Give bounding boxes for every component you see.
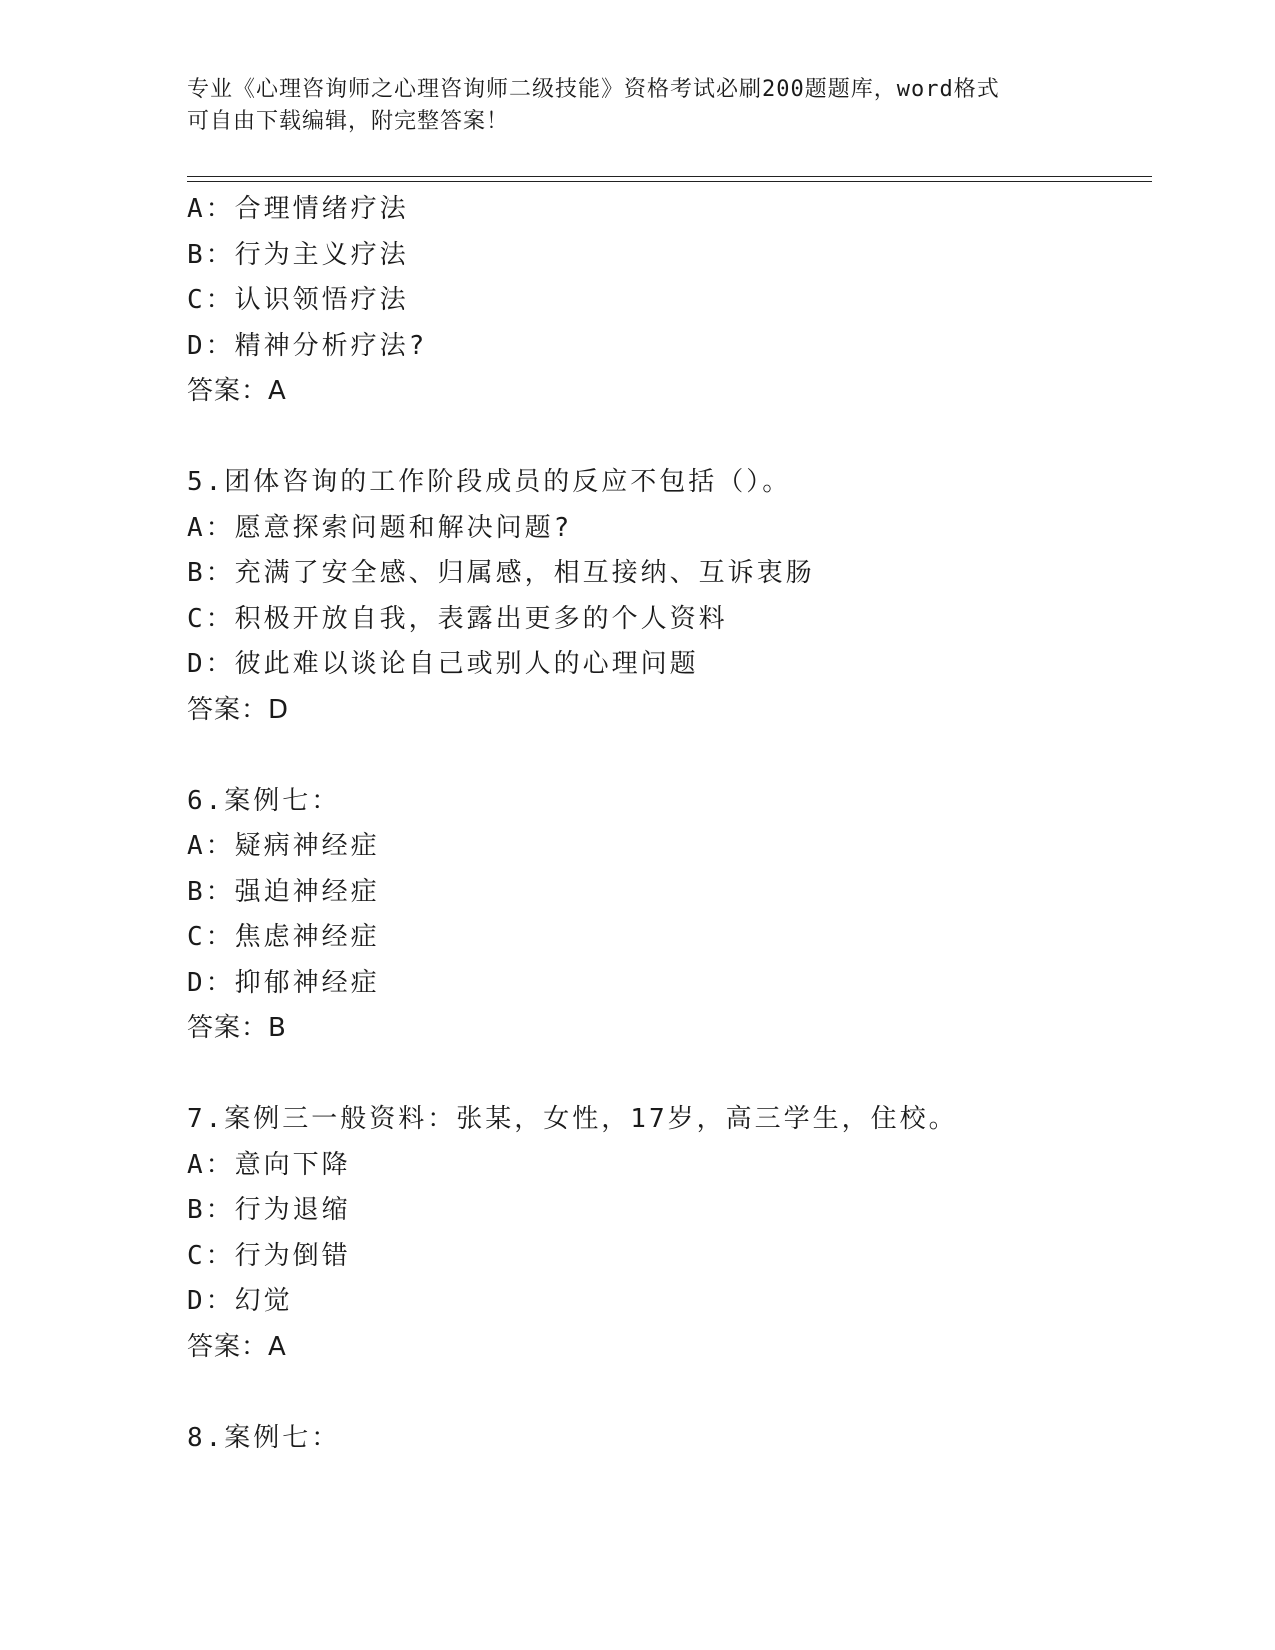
- option-c: C：认识领悟疗法: [187, 285, 409, 315]
- option-d: D：彼此难以谈论自己或别人的心理问题: [187, 649, 699, 679]
- answer-line: 答案：D: [187, 694, 290, 725]
- option-a: A：愿意探索问题和解决问题?: [187, 512, 573, 543]
- question-block-6: [187, 779, 1147, 1052]
- spacer: [187, 1370, 1147, 1416]
- question-text: 5.团体咨询的工作阶段成员的反应不包括（）。: [187, 467, 792, 497]
- header-line-2: 可自由下载编辑，附完整答案！: [187, 109, 510, 134]
- question-text: 6.案例七：: [187, 785, 341, 816]
- option-c: C：焦虑神经症: [187, 922, 380, 952]
- header-divider-top: [187, 176, 1152, 177]
- option-a: A：疑病神经症: [187, 831, 380, 861]
- option-d: D：抑郁神经症: [187, 967, 380, 998]
- option-a: A：合理情绪疗法: [187, 194, 409, 224]
- question-block-4: [187, 187, 1147, 415]
- option-b: B：行为主义疗法: [187, 239, 409, 270]
- header-line-1: 专业《心理咨询师之心理咨询师二级技能》资格考试必刷200题题库，word格式: [187, 77, 1000, 102]
- option-d: D：精神分析疗法?: [187, 330, 428, 361]
- option-b: B：强迫神经症: [187, 876, 380, 907]
- question-block-7: [187, 1097, 1147, 1370]
- option-d: D：幻觉: [187, 1286, 293, 1316]
- spacer: [187, 1052, 1147, 1098]
- document-header: [187, 74, 1087, 138]
- answer-line: 答案：B: [187, 1013, 287, 1043]
- answer-line: 答案：A: [187, 376, 287, 406]
- question-block-8: [187, 1416, 1147, 1462]
- question-list: [187, 187, 1147, 1461]
- question-text: 8.案例七：: [187, 1422, 341, 1453]
- option-c: C：行为倒错: [187, 1240, 351, 1271]
- option-b: B：行为退缩: [187, 1195, 351, 1225]
- option-b: B：充满了安全感、归属感，相互接纳、互诉衷肠: [187, 558, 815, 588]
- spacer: [187, 415, 1147, 461]
- question-block-5: [187, 460, 1147, 733]
- header-divider-bottom: [187, 181, 1152, 182]
- option-a: A：意向下降: [187, 1149, 351, 1180]
- question-text: 7.案例三一般资料：张某，女性，17岁，高三学生，住校。: [187, 1104, 958, 1134]
- answer-line: 答案：A: [187, 1331, 287, 1362]
- spacer: [187, 733, 1147, 779]
- option-c: C：积极开放自我，表露出更多的个人资料: [187, 603, 728, 634]
